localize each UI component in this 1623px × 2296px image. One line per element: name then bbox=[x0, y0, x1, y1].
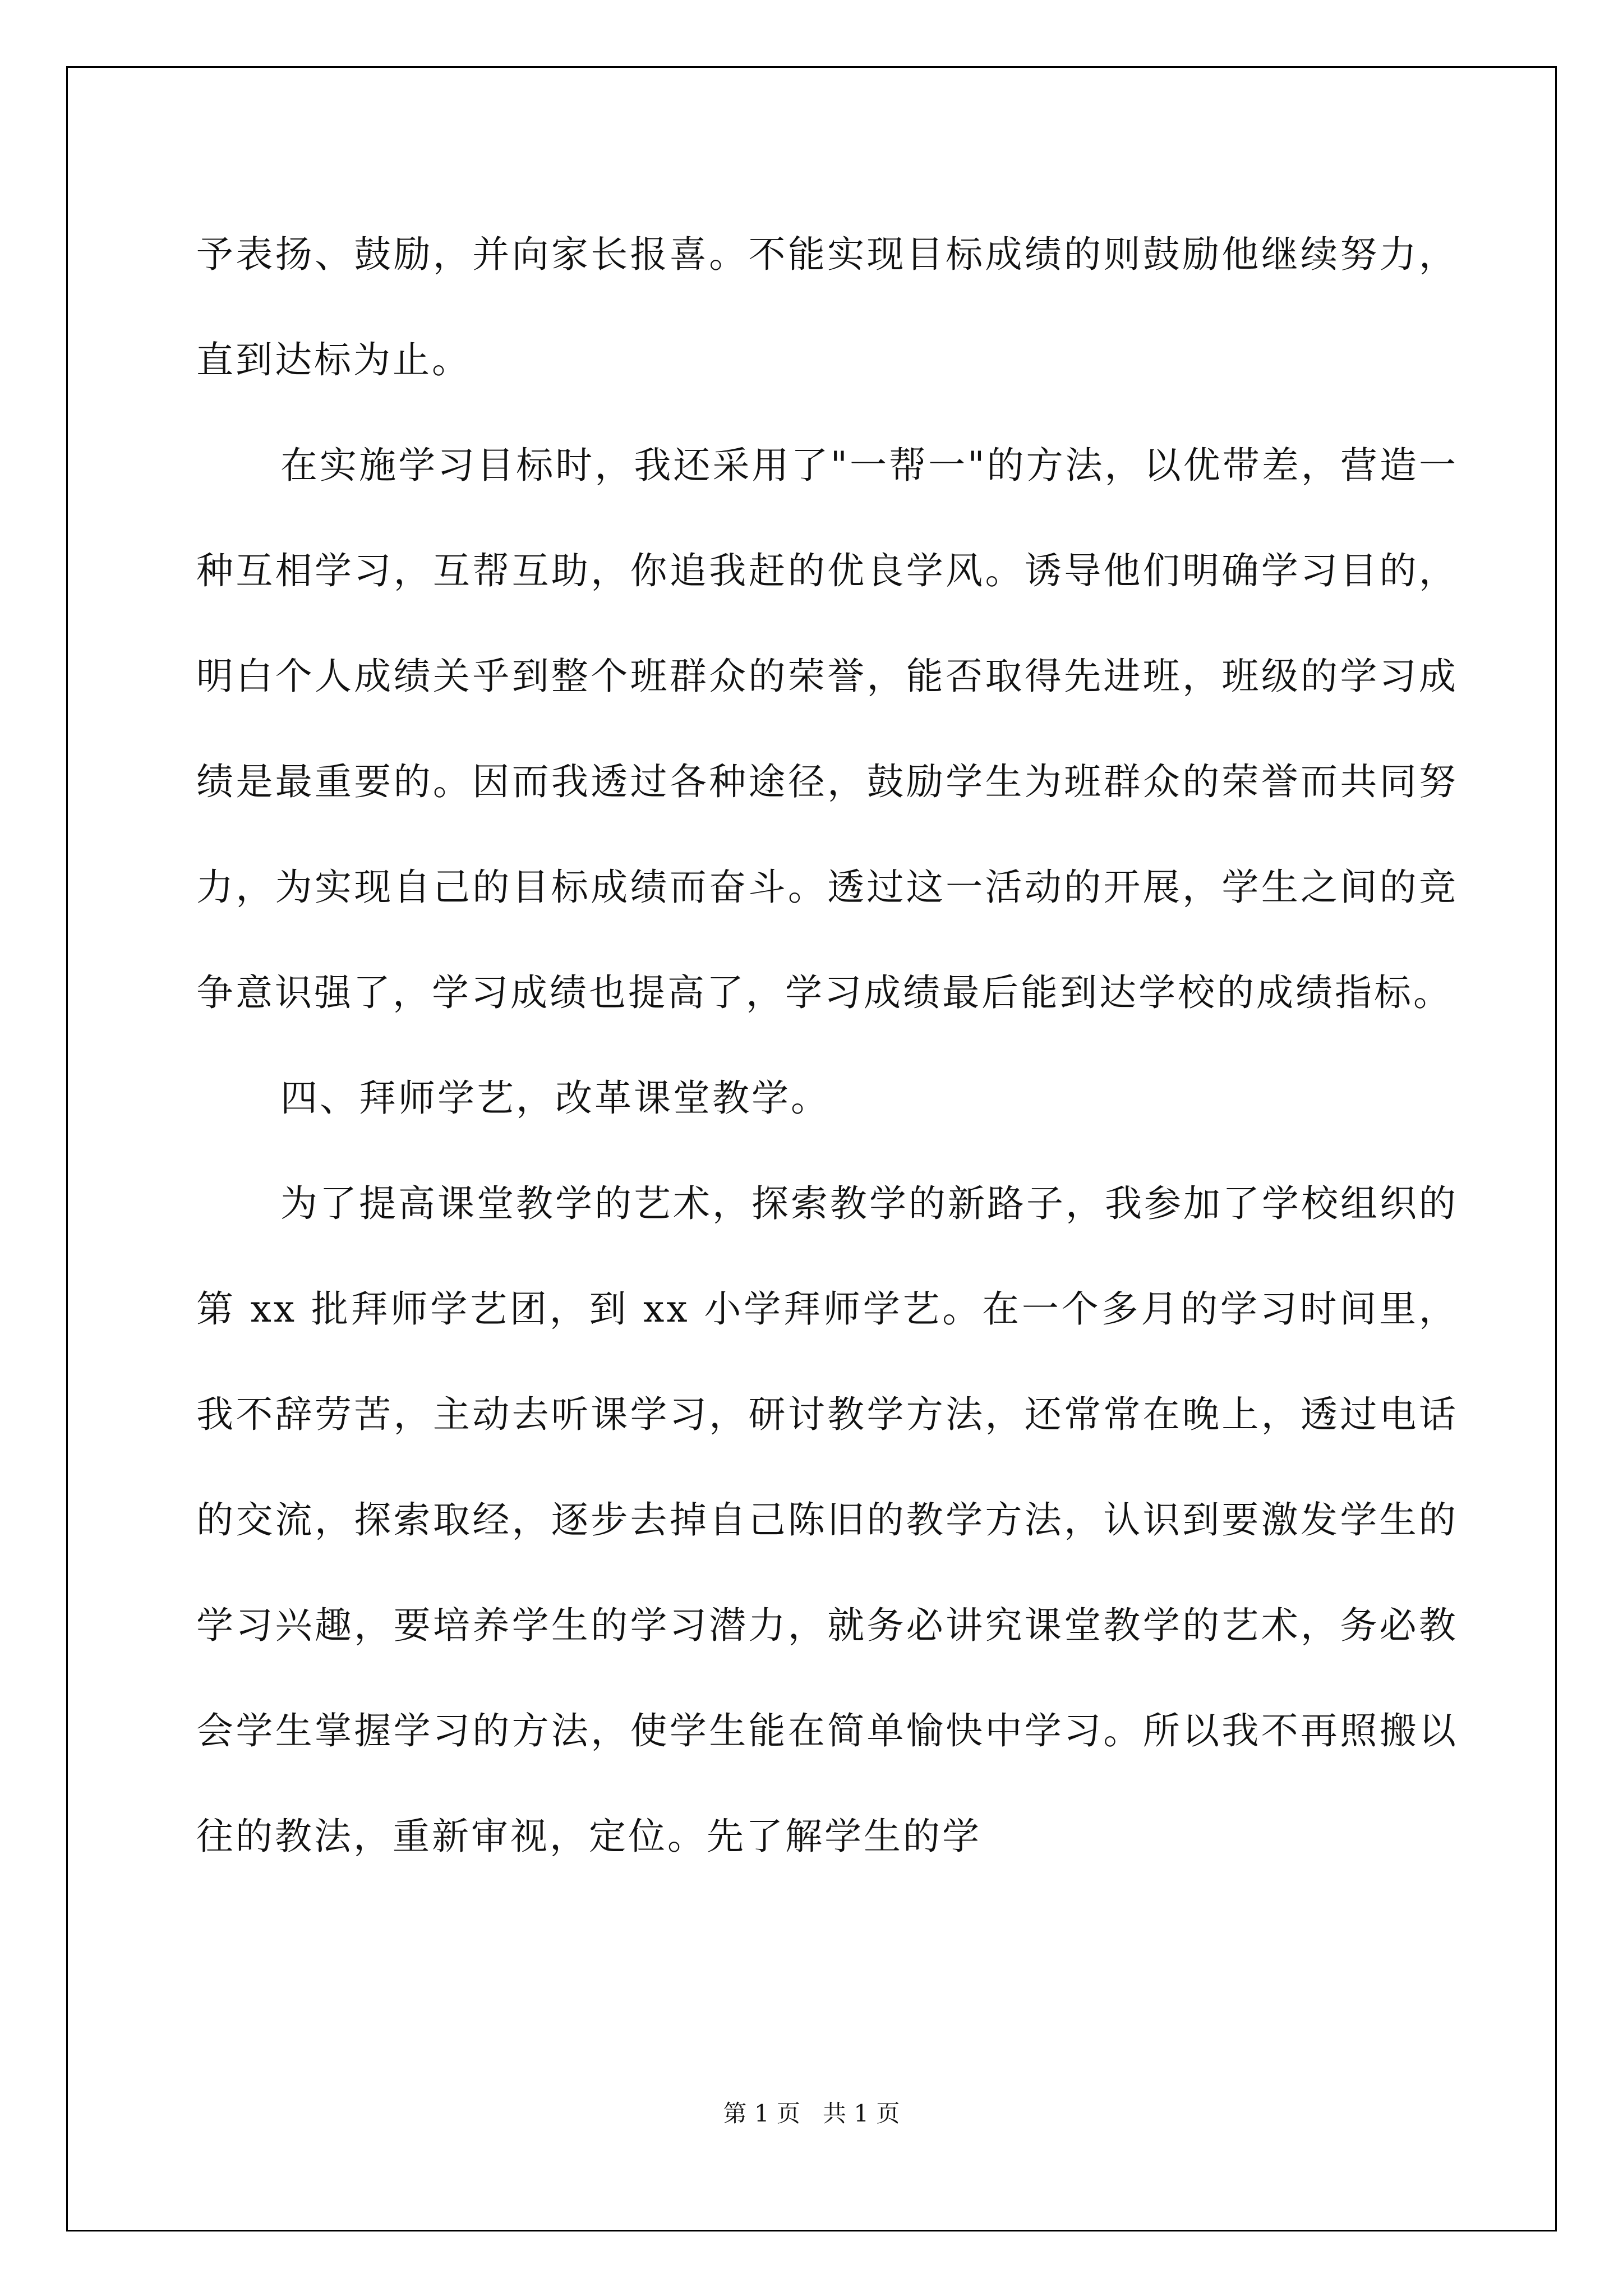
paragraph: 为了提高课堂教学的艺术，探索教学的新路子，我参加了学校组织的第 xx 批拜师学艺团，到 xx 小学拜师学艺。在一个多月的学习时间里，我不辞劳苦，主动去听课学习，研讨教学方法，还常常在晚上，透过电话的交流，探索取经，逐步去掉自己陈旧的教学方法，认识到要激发学生的学习兴趣，要培养学生的学习潜力，就务必讲究课堂教学的艺术，务必教会学生掌握学习的方法，使学生能在简单愉快中学习。所以我不再照搬以往的教法，重新审视，定位。先了解学生的学 bbox=[196, 1182, 1458, 1858]
paragraph: 在实施学习目标时，我还采用了"一帮一"的方法，以优带差，营造一种互相学习，互帮互助，你追我赶的优良学风。诱导他们明确学习目的，明白个人成绩关乎到整个班群众的荣誉，能否取得先进班，班级的学习成绩是最重要的。因而我透过各种途径，鼓励学生为班群众的荣誉而共同努力，为实现自己的目标成绩而奋斗。透过这一活动的开展，学生之间的竞争意识强了，学习成绩也提高了，学习成绩最后能到达学校的成绩指标。 bbox=[196, 444, 1458, 1014]
paragraph: 予表扬、鼓励，并向家长报喜。不能实现目标成绩的则鼓励他继续努力，直到达标为止。 bbox=[196, 233, 1458, 381]
section-heading: 四、拜师学艺，改革课堂教学。 bbox=[280, 1076, 830, 1120]
page-footer: 第 1 页 共 1 页 bbox=[723, 2100, 900, 2127]
document-body bbox=[196, 202, 1458, 1889]
